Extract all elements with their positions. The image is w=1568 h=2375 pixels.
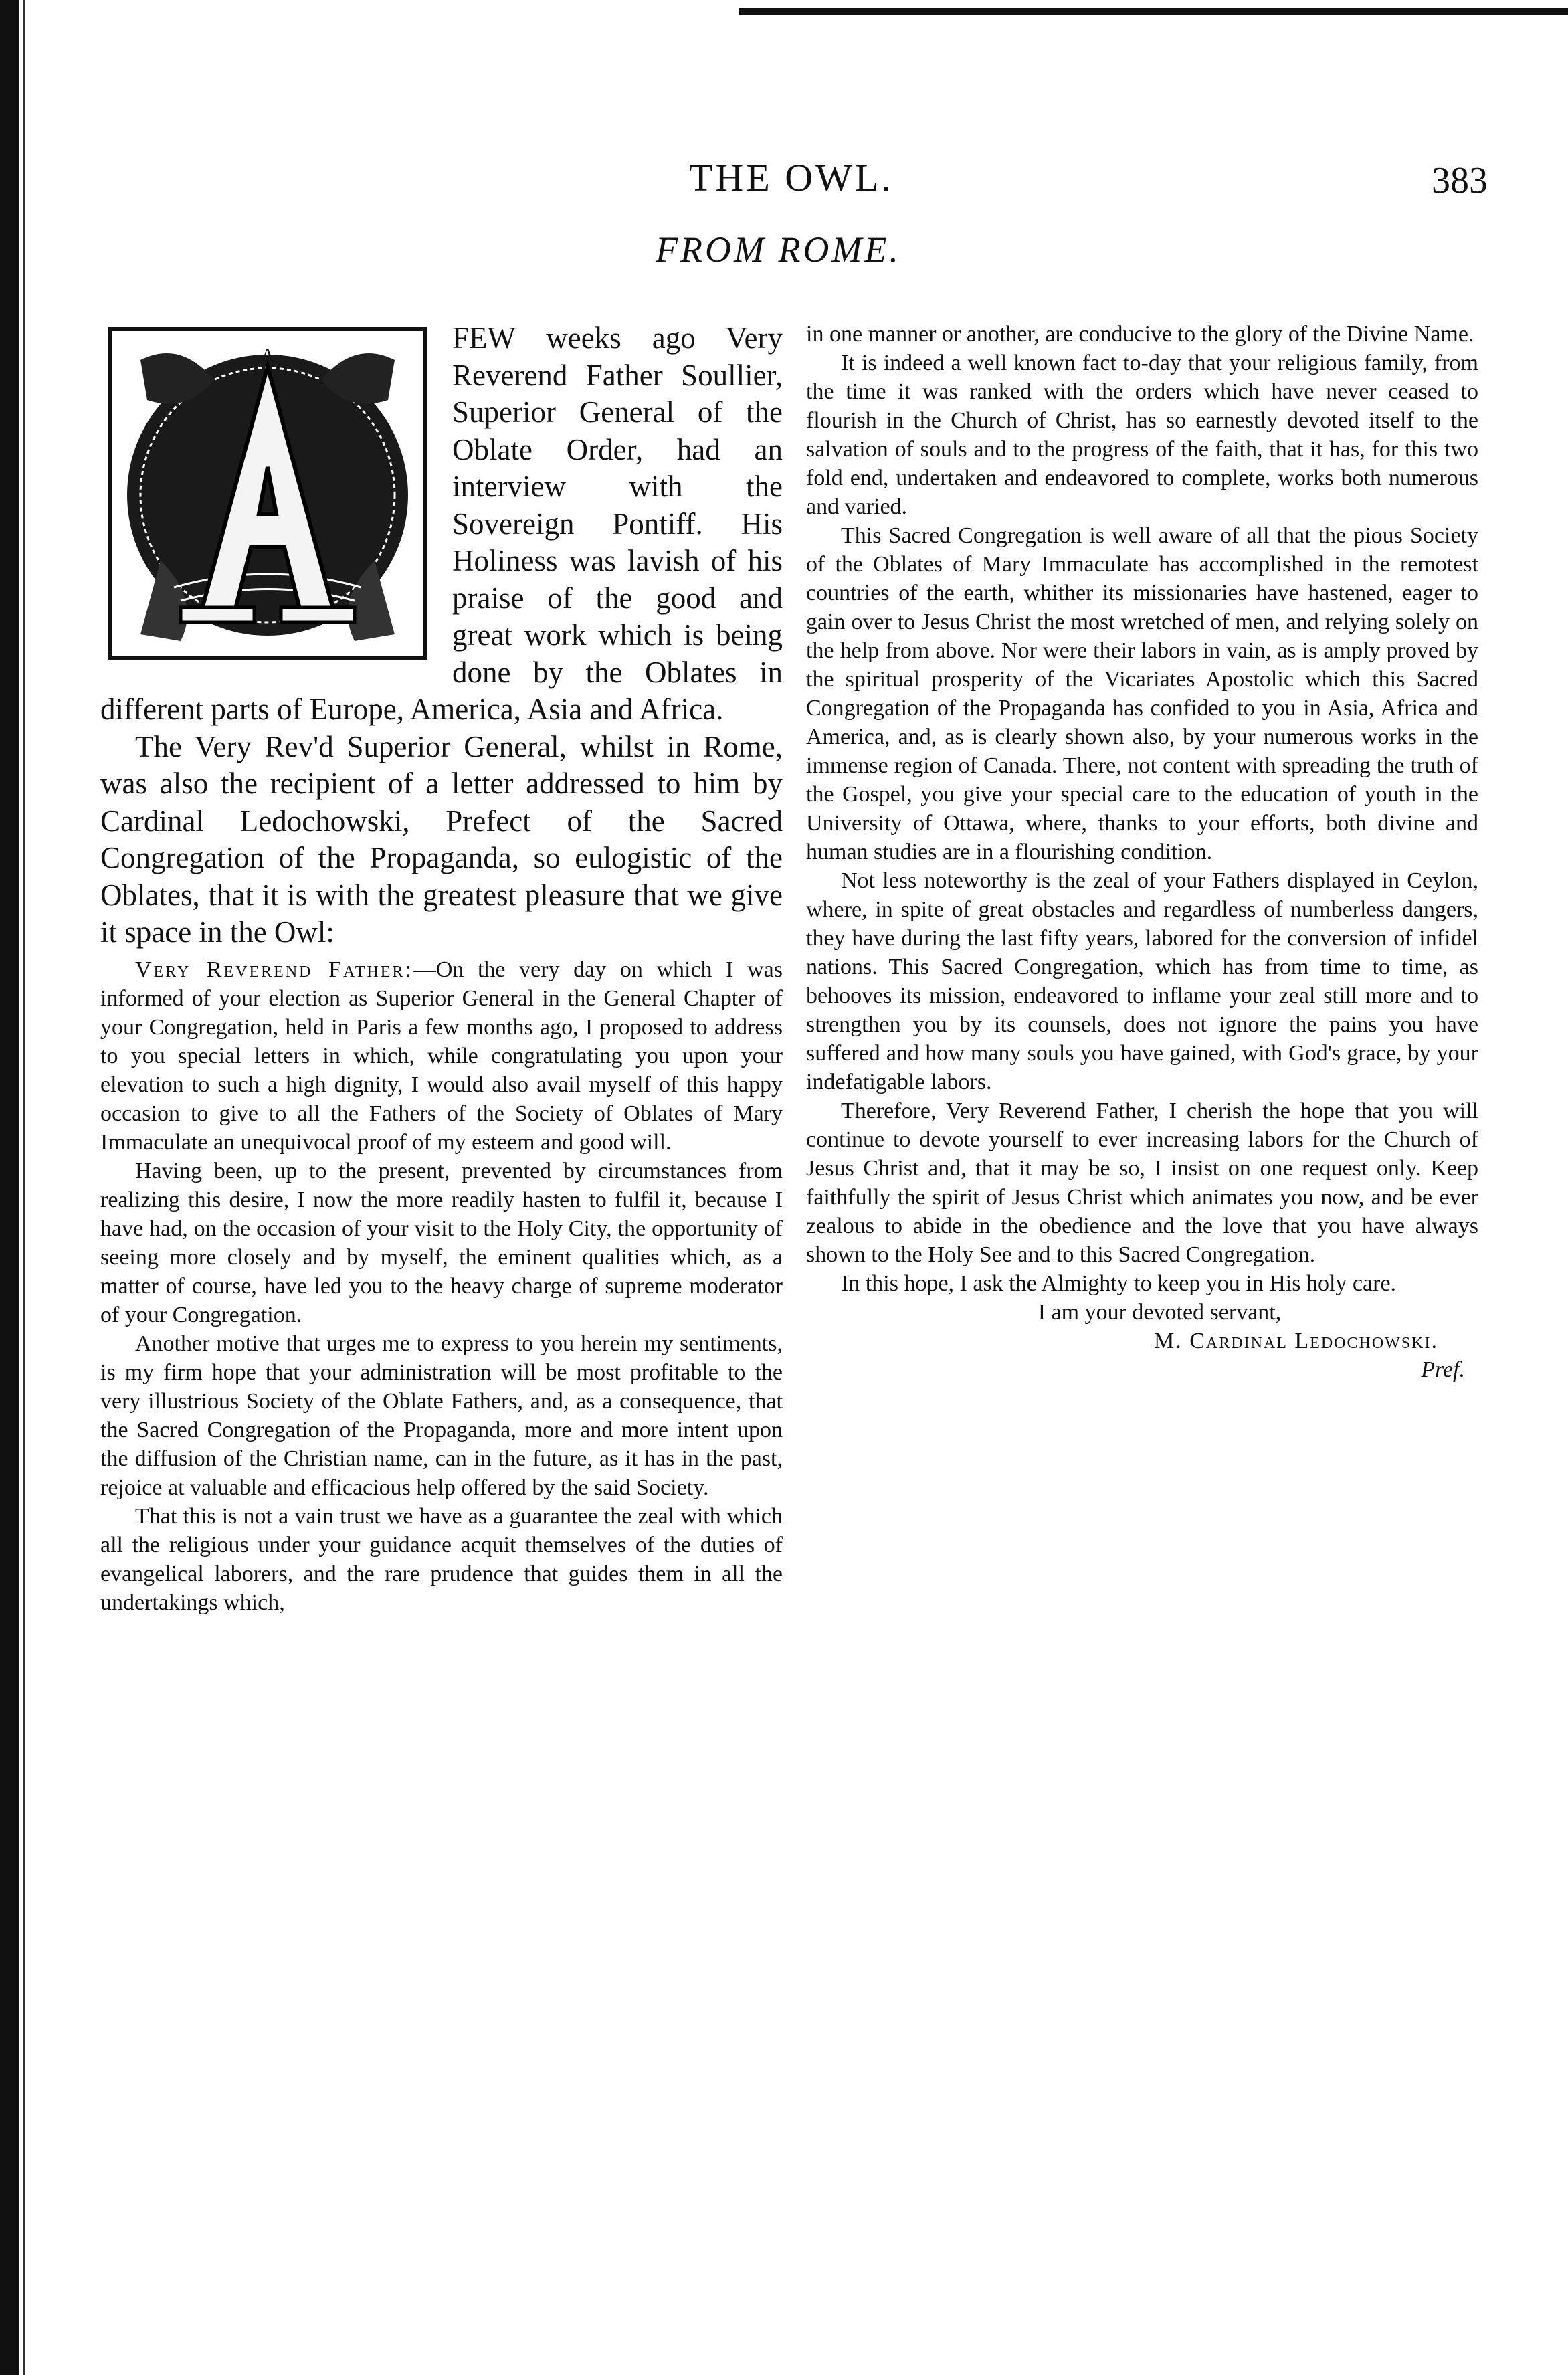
letter-paragraph-4: That this is not a vain trust we have as a guarantee the zeal with which all the religious under your guidance acquit themselves of the duties of evangelical laborers, and the rare prudence that guides them in all the undertakings which, — [100, 1503, 783, 1615]
right-column — [806, 320, 1478, 1384]
left-column: A FEW weeks ago Very Reverend Father Soullier, Superior General of the Oblate Order, had an interview with the Sovereign Pontiff. His Holiness was lavish of his praise of the good and great work which is being done by the Oblates in different parts of Europe, America, Asia and Africa. The Very Rev'd Superior General, whilst in Rome, was also the recipient of a letter addressed to him by Cardinal Ledochowski, Prefect of the Sacred Congregation of the Propaganda, so eulogistic of the Oblates, that it is with the greatest pleasure that we give it space in the Owl: Very Reverend Father:—On the very day on which I was informed of your election as Superior General in the General Chapter of your Congregation, held in Paris a few months ago, I proposed to address to you special letters in which, while congratulating you upon your elevation to such a high dignity, I would also avail myself of this happy occasion to give to all the Fathers of the Society of Oblates of Mary Immaculate an unequivocal proof of my esteem and good will. Having been, up to the present, prevented by circumstances from realizing this desire, I now the more readily hasten to fulfil it, because I have had, on the occasion of your visit to the Holy City, the opportunity of seeing more closely and by myself, the eminent qualities which, as a matter of course, have led you to the heavy charge of supreme moderator of your Congregation. Another motive that urges me to express to you herein my sentiments, is my firm hope that your administration will be most profitable to the very illustrious Society of the Oblate Fathers, and, as a consequence, that the Sacred Congregation of the Propaganda, more and more intent upon the diffusion of the Christian name, can in the future, as it has in the past, rejoice at valuable and efficacious help offered by the said Society. That this is not a vain trust we have as a guarantee the zeal with which all the religious under your guidance acquit themselves of the duties of evangelical laborers, and the rare prudence that guides them in all the undertakings which, — [100, 320, 783, 1617]
intro-paragraph-2: The Very Rev'd Superior General, whilst in Rome, was also the recipient of a letter addressed to him by Cardinal Ledochowski, Prefect of the Sacred Congregation of the Propaganda, so eulogistic of the Oblates, that it is with the greatest pleasure that we give it space in the Owl: — [100, 729, 783, 949]
dropcap-letter: A — [260, 345, 275, 366]
right-paragraph-4: Not less noteworthy is the zeal of your Fathers displayed in Ceylon, where, in spite of great obstacles and regardless of numberless dangers, they have during the last fifty years, labored for the conversion of infidel nations. This Sacred Congregation, which has from time to time, as behooves its mission, endeavored to inflame your zeal still more and to strengthen you by its counsels, does not ignore the pains you have suffered and how many souls you have gained, with God's grace, by your indefatigable labors. — [806, 868, 1478, 1095]
lead-paragraph-block — [100, 320, 783, 729]
page-number: 383 — [1432, 160, 1488, 201]
closing-line: I am your devoted servant, — [1038, 1300, 1282, 1325]
right-paragraph-6: In this hope, I ask the Almighty to keep you in His holy care. — [841, 1271, 1397, 1296]
binding-edge — [0, 0, 19, 2375]
right-paragraph-2: It is indeed a well known fact to-day that your religious family, from the time it was ranked with the orders which have never ceased to flourish in the Church of Christ, has so earnestly devoted itself to the salvation of souls and to the progress of the faith, that it has, for this two fold end, undertaken and endeavored to complete, works both numerous and varied. — [806, 351, 1478, 519]
right-paragraph-5: Therefore, Very Reverend Father, I cherish the hope that you will continue to devote yourself to ever increasing labors for the Church of Jesus Christ and, that it may be so, I insist on one request only. Keep faithfully the spirit of Jesus Christ which animates you now, and be ever zealous to abide in the obedience and the love that you have always shown to the Holy See and to this Sacred Congregation. — [806, 1099, 1478, 1267]
right-paragraph-1: in one manner or another, are conducive to the glory of the Divine Name. — [806, 322, 1474, 347]
signature: M. Cardinal Ledochowski. — [1154, 1329, 1438, 1353]
page-header — [0, 155, 1568, 209]
ornamental-dropcap — [100, 320, 435, 668]
signature-title: Pref. — [1421, 1357, 1465, 1382]
letter-paragraph-2: Having been, up to the present, prevented by circumstances from realizing this desire, I now the more readily hasten to fulfil it, because I have had, on the occasion of your visit to the Holy City, the opportunity of seeing more closely and by myself, the eminent qualities which, as a matter of course, have led you to the heavy charge of supreme moderator of your Congregation. — [100, 1158, 783, 1327]
binding-edge-line — [23, 0, 25, 2375]
letter-paragraph-1: On the very day on which I was informed of your election as Superior General in the General Chapter of your Congregation, held in Paris a few months ago, I proposed to address to you special letters in which, while congratulating you upon your elevation to such a high dignity, I would also avail myself of this happy occasion to give to all the Fathers of the Society of Oblates of Mary Immaculate an unequivocal proof of my esteem and good will. — [100, 957, 783, 1155]
right-paragraph-3: This Sacred Congregation is well aware of all that the pious Society of the Oblates of Mary Immaculate has accomplished in the remotest countries of the earth, whither its missionaries have hastened, eager to gain over to Jesus Christ the most wretched of men, and relying solely on the help from above. Nor were their labors in vain, as is amply proved by the spiritual prosperity of the Vicariates Apostolic which this Sacred Congregation of the Propaganda has confided to you in Asia, Africa and America, and, as is clearly shown also, by your numerous works in the immense region of Canada. There, not content with spreading the truth of the Gospel, you give your special care to the education of youth in the University of Ottawa, where, thanks to your efforts, both divine and human studies are in a flourishing condition. — [806, 523, 1478, 864]
letter-paragraph-3: Another motive that urges me to express to you herein my sentiments, is my firm hope that your administration will be most profitable to the very illustrious Society of the Oblate Fathers, and, as a consequence, that the Sacred Congregation of the Propaganda, more and more intent upon the diffusion of the Christian name, can in the future, as it has in the past, rejoice at valuable and efficacious help offered by the said Society. — [100, 1331, 783, 1500]
intro-text: FEW weeks ago Very Reverend Father Soullier, Superior General of the Oblate Order, had an interview with the Sovereign Pontiff. His Holiness was lavish of his praise of the good and great work which is being done by the Oblates in different parts of Europe, America, Asia and Africa. — [100, 321, 783, 726]
section-title: FROM ROME. — [656, 229, 901, 270]
letter-salutation: Very Reverend Father: — [135, 957, 413, 982]
running-head: THE OWL. — [689, 156, 894, 199]
top-rule — [739, 8, 1568, 15]
